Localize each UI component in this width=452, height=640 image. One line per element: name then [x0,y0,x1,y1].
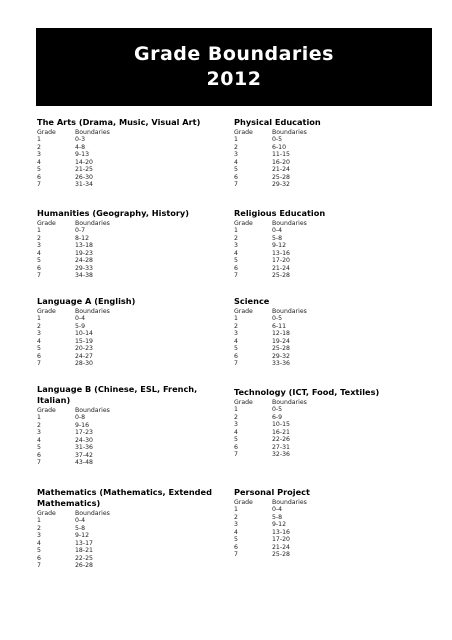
grade-cell: 3 [234,330,238,338]
table-row [234,250,424,257]
boundary-cell: 22-25 [75,554,93,562]
grade-cell: 1 [37,227,41,235]
grade-cell: 1 [234,315,238,323]
grade-cell: 6 [234,352,238,360]
table-header-row [234,308,424,315]
table-row [37,257,227,264]
grade-cell: 6 [37,173,41,181]
grade-column-header: Grade [234,399,253,406]
boundary-cell: 37-42 [75,451,93,459]
boundary-cell: 19-24 [272,337,290,345]
table-row [234,338,424,345]
grade-cell: 6 [234,443,238,451]
grade-cell: 1 [234,406,238,414]
subject-heading: Religious Education [234,208,326,218]
boundary-cell: 0-8 [75,414,86,422]
grade-cell: 7 [234,360,238,368]
boundary-cell: 17-20 [272,536,290,544]
boundary-cell: 8-12 [75,234,90,242]
boundary-cell: 5-8 [75,524,86,532]
boundaries-column-header: Boundaries [272,499,307,506]
boundary-cell: 6-9 [272,413,283,421]
boundary-cell: 31-34 [75,181,93,189]
grade-cell: 2 [37,421,41,429]
boundary-cell: 24-27 [75,352,93,360]
grade-cell: 4 [234,528,238,536]
table-row [234,330,424,337]
table-row [37,562,227,569]
boundary-cell: 25-28 [272,345,290,353]
table-row [234,414,424,421]
table-row [234,353,424,360]
boundary-cell: 6-11 [272,322,287,330]
table-row [37,532,227,539]
table-row [37,265,227,272]
subject-section [37,117,227,189]
grade-cell: 1 [37,414,41,422]
subject-heading: The Arts (Drama, Music, Visual Art) [37,117,201,127]
grade-cell: 3 [234,151,238,159]
boundary-cell: 26-30 [75,173,93,181]
boundaries-column-header: Boundaries [272,220,307,227]
grade-cell: 4 [37,539,41,547]
table-row [37,227,227,234]
boundary-cell: 9-13 [75,151,90,159]
subject-section [37,384,227,467]
table-header-row [37,407,227,414]
boundary-cell: 0-4 [272,506,283,514]
table-header-row [37,129,227,136]
boundary-cell: 13-16 [272,528,290,536]
grade-cell: 4 [234,158,238,166]
table-row [234,506,424,513]
table-row [234,166,424,173]
table-row [37,525,227,532]
grade-cell: 2 [37,234,41,242]
table-row [37,422,227,429]
table-row [234,536,424,543]
grade-cell: 1 [234,136,238,144]
boundary-cell: 9-12 [75,532,90,540]
grade-cell: 4 [37,249,41,257]
subject-heading: Personal Project [234,487,310,497]
table-row [37,174,227,181]
title-banner [36,28,432,106]
grade-cell: 1 [37,517,41,525]
table-row [234,544,424,551]
table-row [234,315,424,322]
table-row [37,136,227,143]
grade-cell: 2 [234,413,238,421]
grade-cell: 4 [37,337,41,345]
boundary-cell: 0-5 [272,315,283,323]
subject-section [234,117,424,189]
grade-cell: 2 [234,234,238,242]
grade-cell: 6 [234,173,238,181]
grade-column-header: Grade [37,129,56,136]
table-row [37,330,227,337]
boundaries-column-header: Boundaries [272,399,307,406]
grade-cell: 6 [37,352,41,360]
grade-cell: 3 [234,421,238,429]
grade-cell: 2 [37,143,41,151]
subject-heading: Technology (ICT, Food, Textiles) [234,387,380,397]
grade-cell: 2 [37,524,41,532]
table-row [37,444,227,451]
table-row [37,323,227,330]
table-row [234,444,424,451]
table-row [37,360,227,367]
subject-section [234,387,424,459]
boundary-cell: 17-20 [272,257,290,265]
boundaries-column-header: Boundaries [75,407,110,414]
grade-cell: 4 [234,337,238,345]
boundary-cell: 16-20 [272,158,290,166]
grade-cell: 7 [37,360,41,368]
boundaries-column-header: Boundaries [272,308,307,315]
boundary-cell: 11-15 [272,151,290,159]
table-row [234,181,424,188]
table-row [234,151,424,158]
grade-cell: 4 [234,249,238,257]
boundary-cell: 5-9 [75,322,86,330]
subject-heading: Language B (Chinese, ESL, French, Italian) [37,384,198,405]
grade-cell: 6 [37,264,41,272]
grade-cell: 7 [37,181,41,189]
grade-cell: 7 [234,451,238,459]
boundary-cell: 10-14 [75,330,93,338]
grade-cell: 6 [37,451,41,459]
grade-cell: 6 [234,543,238,551]
grade-cell: 1 [37,315,41,323]
boundary-cell: 21-24 [272,166,290,174]
grade-cell: 1 [234,506,238,514]
page-year: 2012 [206,68,262,90]
boundary-cell: 0-5 [272,406,283,414]
boundary-cell: 12-18 [272,330,290,338]
boundary-cell: 0-7 [75,227,86,235]
grade-column-header: Grade [37,510,56,517]
grade-cell: 5 [234,166,238,174]
boundary-cell: 0-3 [75,136,86,144]
grade-cell: 2 [37,322,41,330]
grade-cell: 3 [37,242,41,250]
boundary-cell: 4-8 [75,143,86,151]
table-row [37,555,227,562]
boundary-cell: 5-8 [272,513,283,521]
table-row [234,144,424,151]
boundaries-column-header: Boundaries [75,129,110,136]
table-row [234,265,424,272]
boundary-cell: 25-28 [272,272,290,280]
table-row [234,521,424,528]
boundary-cell: 21-24 [272,264,290,272]
grade-cell: 5 [234,436,238,444]
boundary-cell: 9-16 [75,421,90,429]
grade-cell: 6 [37,554,41,562]
grade-cell: 5 [37,547,41,555]
table-header-row [37,220,227,227]
table-row [37,452,227,459]
grade-cell: 2 [234,322,238,330]
table-row [37,181,227,188]
boundary-cell: 18-21 [75,547,93,555]
table-row [234,429,424,436]
boundary-cell: 0-5 [272,136,283,144]
page-title: Grade Boundaries [134,43,334,65]
boundary-cell: 28-30 [75,360,93,368]
grade-cell: 5 [37,257,41,265]
grade-cell: 3 [234,242,238,250]
table-header-row [234,399,424,406]
boundary-cell: 26-28 [75,562,93,570]
table-row [234,551,424,558]
table-row [37,250,227,257]
subject-heading: Physical Education [234,117,321,127]
grade-cell: 3 [37,532,41,540]
table-row [234,323,424,330]
table-row [234,345,424,352]
grade-cell: 1 [37,136,41,144]
grade-column-header: Grade [37,407,56,414]
boundary-cell: 21-24 [272,543,290,551]
subject-section [37,296,227,368]
table-row [37,353,227,360]
table-row [234,514,424,521]
table-header-row [37,510,227,517]
table-row [37,235,227,242]
table-row [37,437,227,444]
table-row [234,272,424,279]
boundary-cell: 9-12 [272,242,287,250]
boundary-cell: 34-38 [75,272,93,280]
subject-section [234,208,424,280]
grade-cell: 6 [234,264,238,272]
table-row [234,421,424,428]
table-row [37,517,227,524]
boundary-cell: 31-36 [75,444,93,452]
boundary-cell: 21-25 [75,166,93,174]
table-row [37,429,227,436]
table-header-row [37,308,227,315]
table-row [234,451,424,458]
boundary-cell: 13-18 [75,242,93,250]
table-row [37,166,227,173]
boundary-cell: 29-33 [75,264,93,272]
grade-cell: 1 [234,227,238,235]
boundary-cell: 16-21 [272,428,290,436]
boundary-cell: 15-19 [75,337,93,345]
table-row [37,151,227,158]
grade-cell: 5 [234,257,238,265]
table-row [234,436,424,443]
table-row [234,174,424,181]
table-row [37,144,227,151]
grade-cell: 4 [37,158,41,166]
grade-cell: 4 [37,436,41,444]
grade-cell: 5 [37,166,41,174]
boundary-cell: 29-32 [272,181,290,189]
boundary-cell: 19-23 [75,249,93,257]
boundary-cell: 32-36 [272,451,290,459]
subject-heading: Science [234,296,270,306]
grade-cell: 7 [37,459,41,467]
table-row [37,272,227,279]
grade-cell: 5 [234,536,238,544]
grade-cell: 5 [234,345,238,353]
boundary-cell: 0-4 [75,517,86,525]
table-row [234,529,424,536]
table-row [234,360,424,367]
grade-cell: 2 [234,513,238,521]
table-row [234,159,424,166]
grade-cell: 2 [234,143,238,151]
boundary-cell: 27-31 [272,443,290,451]
boundary-cell: 17-23 [75,429,93,437]
subject-section [37,208,227,280]
boundary-cell: 25-28 [272,551,290,559]
grade-cell: 7 [234,272,238,280]
grade-cell: 7 [234,551,238,559]
subject-heading: Humanities (Geography, History) [37,208,189,218]
table-row [37,414,227,421]
grade-cell: 3 [37,429,41,437]
grade-column-header: Grade [37,220,56,227]
boundary-cell: 0-4 [75,315,86,323]
grade-cell: 5 [37,345,41,353]
grade-column-header: Grade [234,129,253,136]
boundary-cell: 25-28 [272,173,290,181]
subject-heading: Language A (English) [37,296,136,306]
subject-section [234,487,424,559]
grade-cell: 7 [37,562,41,570]
boundaries-column-header: Boundaries [272,129,307,136]
table-row [37,315,227,322]
boundaries-column-header: Boundaries [75,308,110,315]
table-header-row [234,220,424,227]
subject-section [234,296,424,368]
grade-cell: 5 [37,444,41,452]
table-row [37,547,227,554]
boundary-cell: 9-12 [272,521,287,529]
boundary-cell: 5-8 [272,234,283,242]
boundary-cell: 20-23 [75,345,93,353]
table-header-row [234,129,424,136]
boundaries-column-header: Boundaries [75,220,110,227]
table-row [37,459,227,466]
grade-column-header: Grade [37,308,56,315]
grade-cell: 3 [37,151,41,159]
boundary-cell: 14-20 [75,158,93,166]
boundary-cell: 24-30 [75,436,93,444]
grade-cell: 7 [37,272,41,280]
boundary-cell: 6-10 [272,143,287,151]
grade-cell: 3 [234,521,238,529]
boundary-cell: 10-15 [272,421,290,429]
table-row [234,242,424,249]
grade-column-header: Grade [234,220,253,227]
boundary-cell: 22-26 [272,436,290,444]
table-row [234,227,424,234]
table-row [37,540,227,547]
boundaries-column-header: Boundaries [75,510,110,517]
table-row [37,242,227,249]
table-row [37,338,227,345]
grade-cell: 4 [234,428,238,436]
boundary-cell: 33-36 [272,360,290,368]
boundary-cell: 0-4 [272,227,283,235]
boundary-cell: 13-17 [75,539,93,547]
table-row [234,136,424,143]
table-row [37,345,227,352]
subject-section [37,487,227,570]
subject-heading: Mathematics (Mathematics, Extended Mathematics) [37,487,212,508]
boundary-cell: 43-48 [75,459,93,467]
grade-cell: 7 [234,181,238,189]
table-row [234,406,424,413]
boundary-cell: 13-16 [272,249,290,257]
table-row [234,235,424,242]
boundary-cell: 24-28 [75,257,93,265]
grade-cell: 3 [37,330,41,338]
grade-column-header: Grade [234,499,253,506]
table-row [37,159,227,166]
grade-column-header: Grade [234,308,253,315]
table-header-row [234,499,424,506]
boundary-cell: 29-32 [272,352,290,360]
table-row [234,257,424,264]
